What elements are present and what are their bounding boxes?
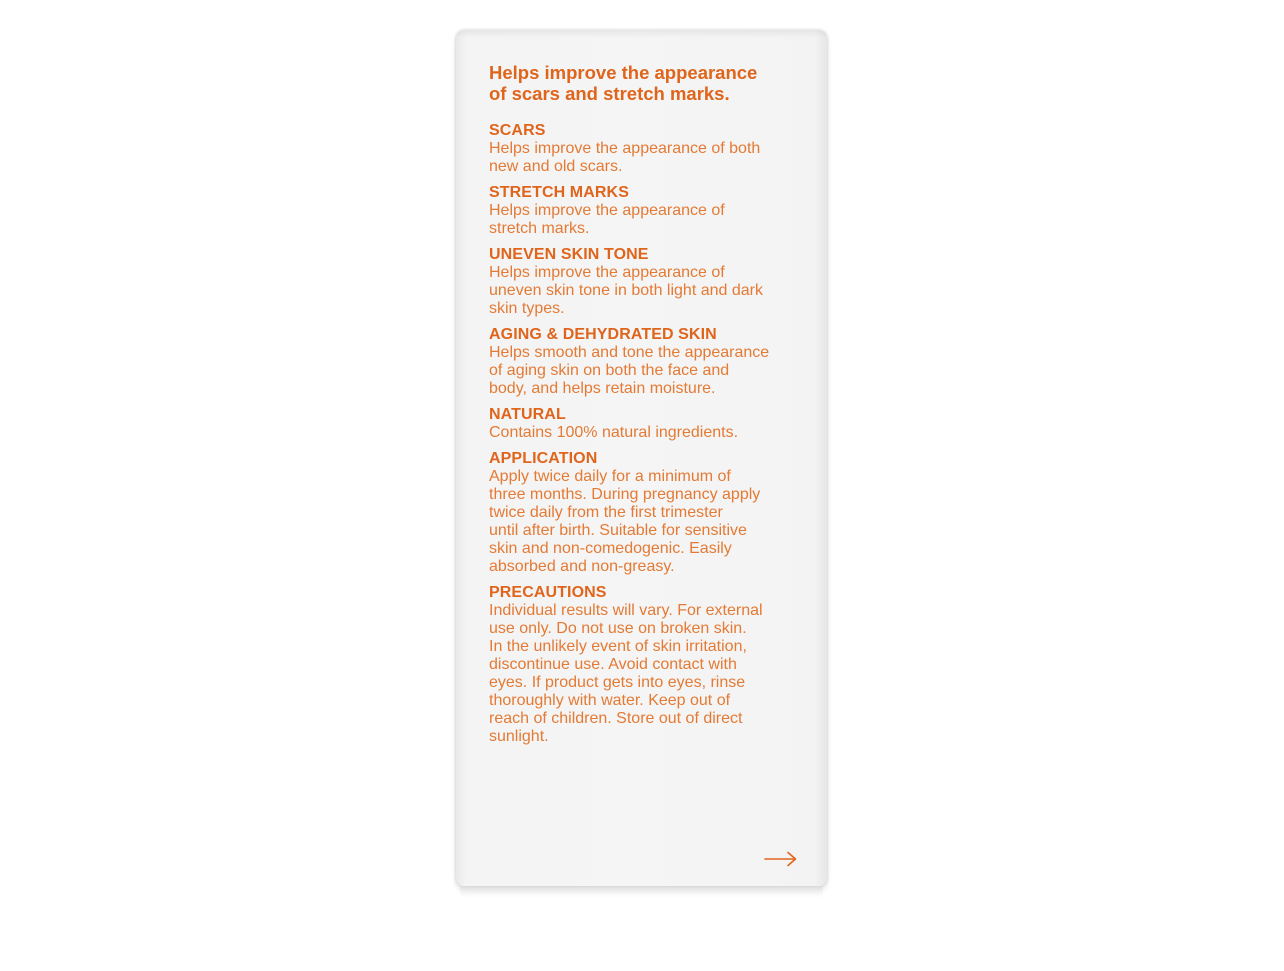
section-body: Helps smooth and tone the appearance of aging skin on both the face and body, and helps retain moisture.	[489, 344, 770, 397]
section-application	[489, 450, 809, 576]
section-title: AGING & DEHYDRATED SKIN	[489, 326, 717, 343]
section-precautions	[489, 584, 809, 746]
section-body: Contains 100% natural ingredients.	[489, 424, 739, 441]
section-uneven-skin-tone	[489, 246, 809, 318]
section-body: Helps improve the appearance of uneven skin tone in both light and dark skin types.	[489, 264, 763, 317]
section-title: PRECAUTIONS	[489, 584, 607, 601]
section-body: Apply twice daily for a minimum of three months. During pregnancy apply twice daily from the first trimester until after birth. Suitable for sensitive skin and non-comedogenic. Easily absorbed and non-greasy.	[489, 468, 761, 575]
box-reflection	[460, 886, 823, 898]
section-body: Helps improve the appearance of stretch marks.	[489, 202, 725, 237]
panel-headline: Helps improve the appearance of scars and stretch marks.	[489, 62, 758, 104]
section-aging-dehydrated-skin	[489, 326, 809, 398]
arrow-right-icon[interactable]	[764, 850, 798, 868]
section-natural	[489, 406, 809, 442]
panel-content	[489, 62, 809, 754]
section-body: Individual results will vary. For external use only. Do not use on broken skin. In the unlikely event of skin irritation, discontinue use. Avoid contact with eyes. If product gets into eyes, rinse thoroughly with water. Keep out of reach of children. Store out of direct sunlight.	[489, 602, 763, 745]
section-title: NATURAL	[489, 406, 566, 423]
section-scars	[489, 122, 809, 176]
section-body: Helps improve the appearance of both new and old scars.	[489, 140, 761, 175]
section-title: UNEVEN SKIN TONE	[489, 246, 649, 263]
section-title: SCARS	[489, 122, 546, 139]
section-title: STRETCH MARKS	[489, 184, 629, 201]
section-title: APPLICATION	[489, 450, 598, 467]
section-stretch-marks	[489, 184, 809, 238]
